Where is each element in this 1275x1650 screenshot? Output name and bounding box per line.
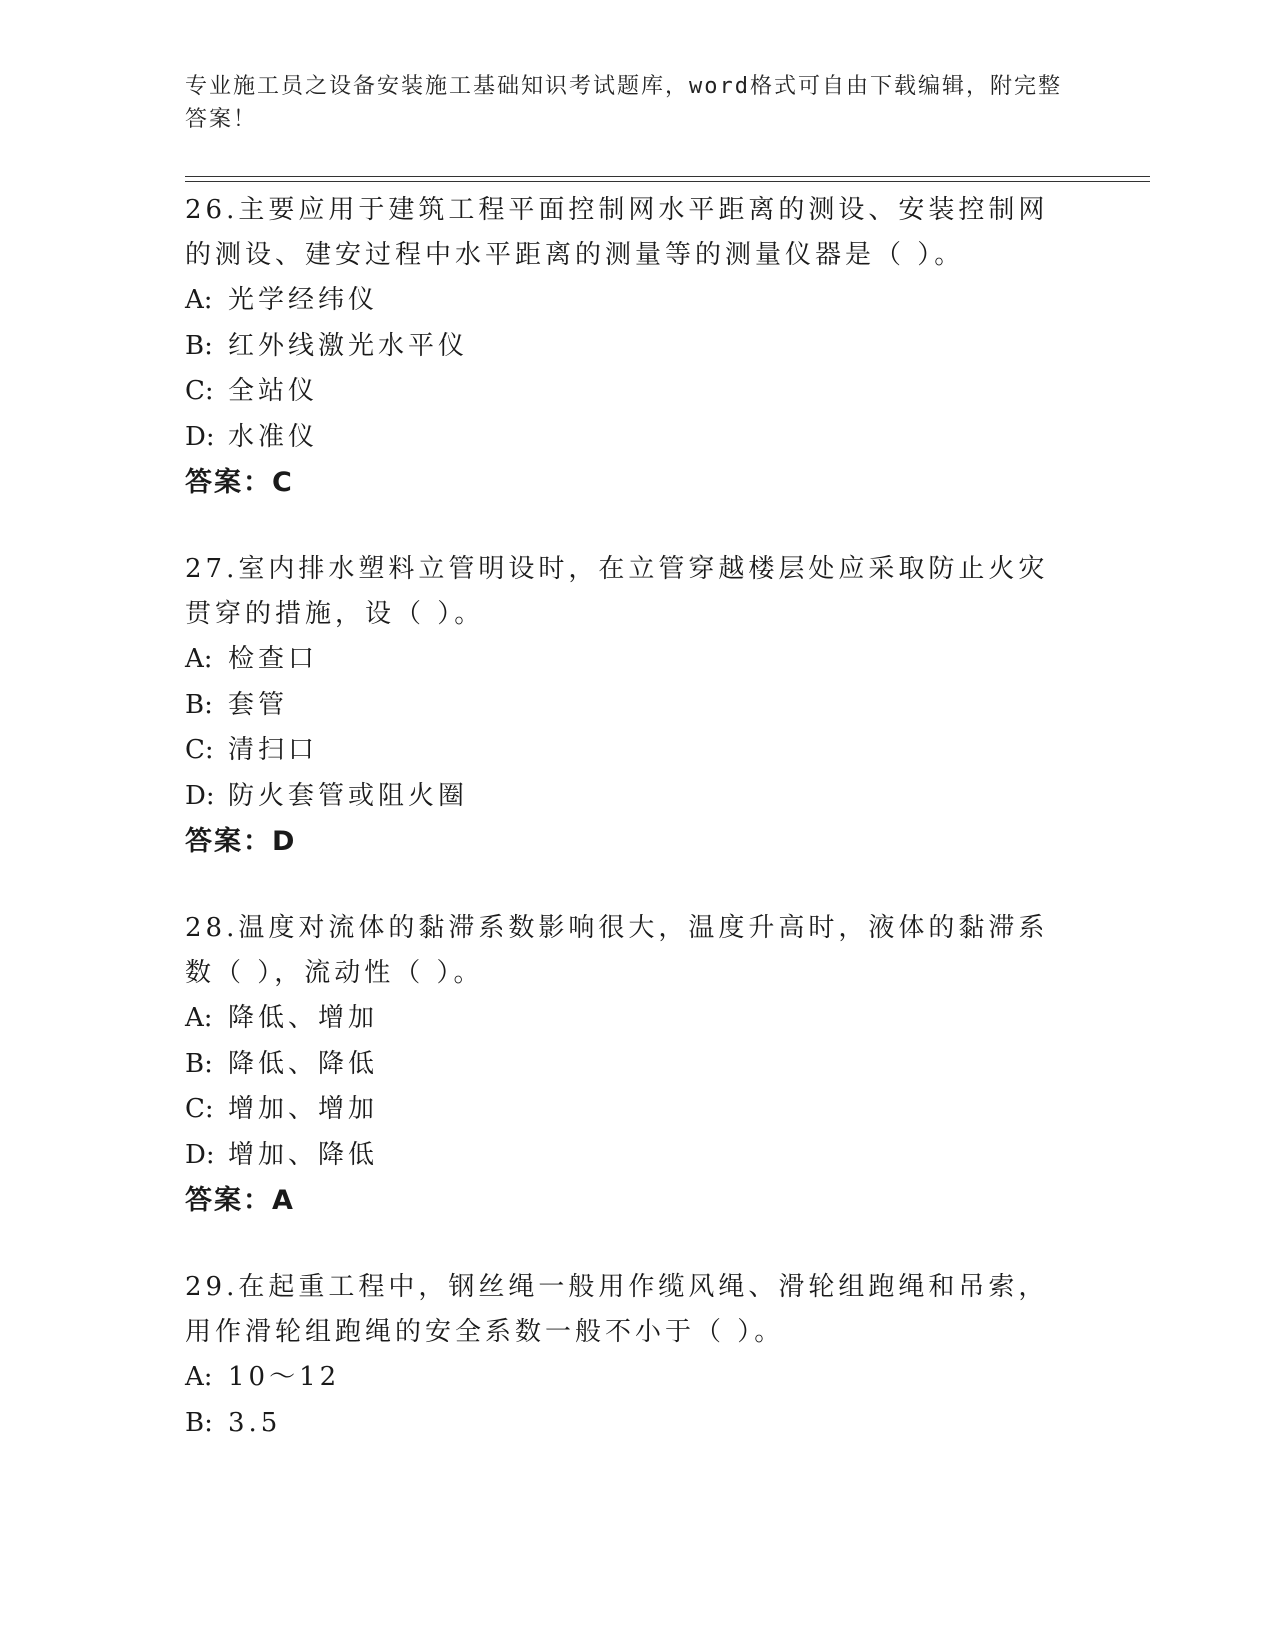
option-text: 水准仪 xyxy=(228,421,319,452)
option-text: 套管 xyxy=(228,689,289,720)
question-text: 27.室内排水塑料立管明设时，在立管穿越楼层处应采取防止火灾贯穿的措施，设（ ）。 xyxy=(185,554,1049,629)
question-text: 29.在起重工程中，钢丝绳一般用作缆风绳、滑轮组跑绳和吊索，用作滑轮组跑绳的安全系数一般不小于（ ）。 xyxy=(185,1272,1049,1347)
option-key: D: xyxy=(185,421,215,452)
option-text: 降低、增加 xyxy=(228,1003,379,1033)
option-d xyxy=(185,1133,1075,1179)
question-list xyxy=(185,188,1075,1488)
option-c xyxy=(185,728,1075,774)
option-key: A: xyxy=(185,644,213,674)
answer-value: D xyxy=(272,826,297,857)
document-header xyxy=(185,70,1065,136)
option-text: 3.5 xyxy=(228,1407,282,1438)
option-key: C: xyxy=(185,376,214,406)
option-key: C: xyxy=(185,1094,214,1124)
option-b xyxy=(185,1042,1075,1088)
answer-label: 答案： xyxy=(185,1185,272,1216)
option-text: 10～12 xyxy=(228,1362,341,1392)
option-key: A: xyxy=(185,1003,213,1033)
option-key: B: xyxy=(185,1407,213,1438)
option-a xyxy=(185,278,1075,324)
header-divider-bottom xyxy=(185,181,1150,182)
option-key: A: xyxy=(185,1362,213,1392)
option-c xyxy=(185,1087,1075,1133)
option-key: B: xyxy=(185,689,213,720)
answer-label: 答案： xyxy=(185,467,272,498)
option-a xyxy=(185,1355,1075,1401)
question-28 xyxy=(185,906,1075,1223)
option-text: 红外线激光水平仪 xyxy=(228,330,469,361)
question-29 xyxy=(185,1265,1075,1446)
answer xyxy=(185,460,1075,505)
option-text: 增加、增加 xyxy=(228,1094,379,1124)
question-text: 26.主要应用于建筑工程平面控制网水平距离的测设、安装控制网的测设、建安过程中水平距离的测量等的测量仪器是（ ）。 xyxy=(185,195,1049,270)
option-text: 光学经纬仪 xyxy=(228,285,379,315)
option-key: B: xyxy=(185,330,213,361)
option-d xyxy=(185,774,1075,820)
option-a xyxy=(185,637,1075,683)
header-title: 专业施工员之设备安装施工基础知识考试题库，word格式可自由下载编辑，附完整答案！ xyxy=(185,74,1062,132)
option-a xyxy=(185,996,1075,1042)
answer xyxy=(185,819,1075,864)
option-key: B: xyxy=(185,1048,213,1079)
option-key: C: xyxy=(185,735,214,765)
option-text: 清扫口 xyxy=(228,735,319,765)
option-b xyxy=(185,324,1075,370)
answer-label: 答案： xyxy=(185,826,272,857)
answer-value: C xyxy=(272,467,294,498)
option-b xyxy=(185,683,1075,729)
answer-value: A xyxy=(272,1185,295,1216)
option-d xyxy=(185,415,1075,461)
option-text: 增加、降低 xyxy=(228,1139,379,1170)
option-text: 防火套管或阻火圈 xyxy=(228,780,469,811)
question-27 xyxy=(185,547,1075,864)
header-divider-top xyxy=(185,176,1150,177)
option-c xyxy=(185,369,1075,415)
option-text: 降低、降低 xyxy=(228,1048,379,1079)
question-26 xyxy=(185,188,1075,505)
option-b xyxy=(185,1401,1075,1447)
option-key: A: xyxy=(185,285,213,315)
answer xyxy=(185,1178,1075,1223)
option-text: 全站仪 xyxy=(228,376,319,406)
question-text: 28.温度对流体的黏滞系数影响很大，温度升高时，液体的黏滞系数（ ），流动性（ ）。 xyxy=(185,913,1049,988)
option-text: 检查口 xyxy=(228,644,319,674)
option-key: D: xyxy=(185,1139,215,1170)
option-key: D: xyxy=(185,780,215,811)
